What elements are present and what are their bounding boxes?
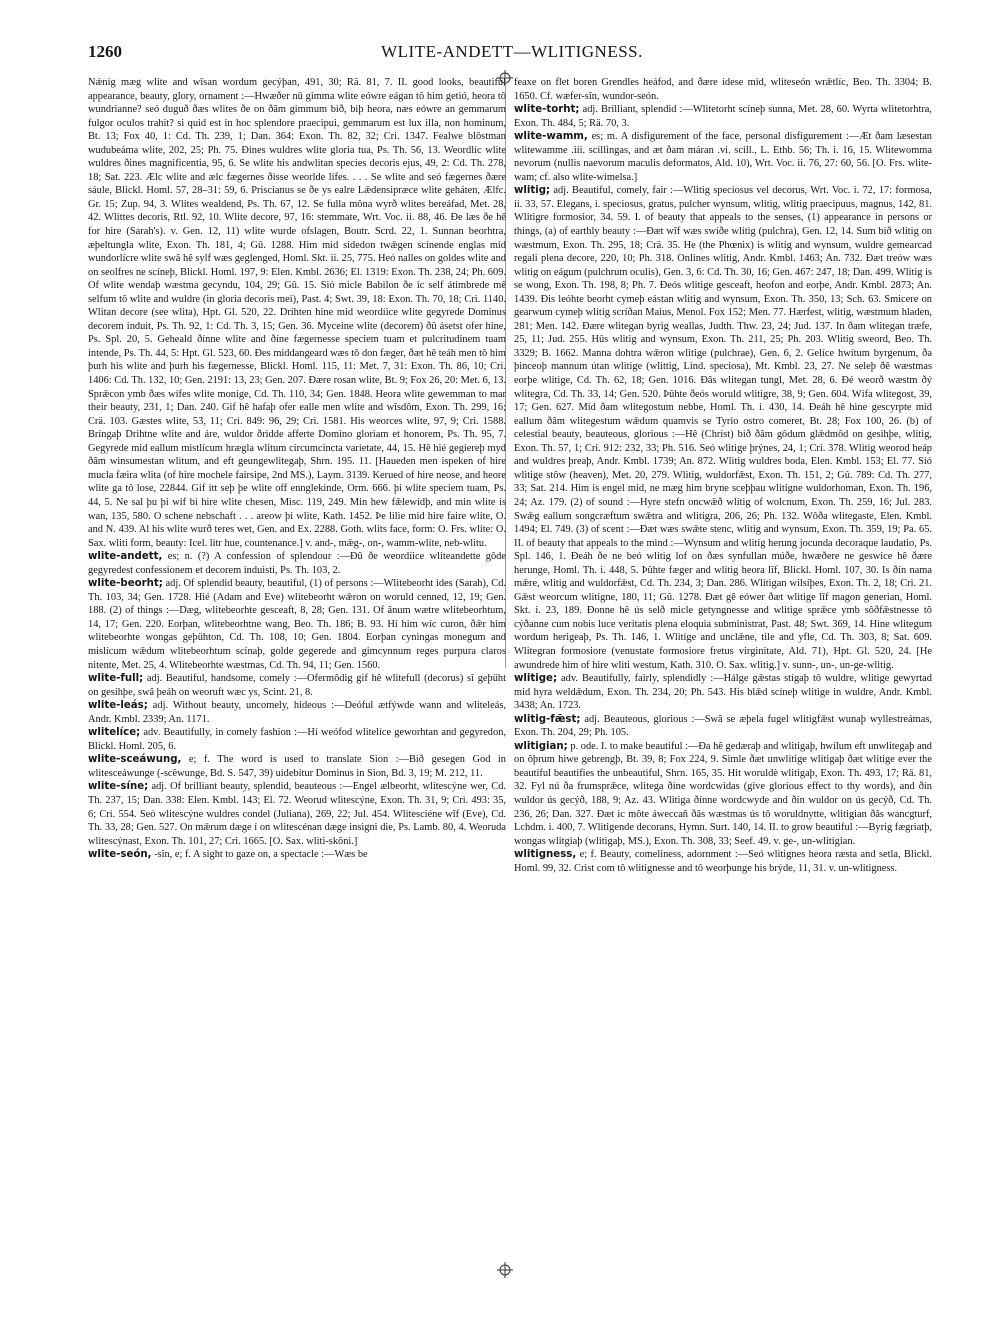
entry-text: adv. Beautifully, fairly, splendidly :—Hálge gǣstas stígaþ tô wuldre, wlitige gewyrtad mid hyra weldǣdum, Exon. Th. 234, 20; Ph. 543. His blǣd scíneþ wlitige in wuldre, Andr. Kmbl. 3438; An. 1723. — [514, 673, 932, 712]
page-number: 1260 — [88, 42, 122, 61]
dictionary-entry — [88, 753, 506, 780]
entry-headword: wlite-síne; — [88, 781, 149, 793]
dictionary-entry — [514, 740, 932, 848]
entry-text: adj. Without beauty, uncomely, hideous :—Deóful ætfýwde wann and wliteleás, Andr. Kmbl. 2339; An. 1171. — [88, 700, 506, 725]
entry-text: adj. Brilliant, splendid :—Wlitetorht scíneþ sunna, Met. 28, 60. Wyrta wlitetorhtra, Exon. Th. 484, 5; Rä. 70, 3. — [514, 104, 932, 129]
entry-text: es; n. (?) A confession of splendour :—Ðû ðe weordíice wliteandette gôde gegyredest confessionem et decorem induisti, Ps. Th. 103, 2. — [88, 551, 506, 576]
dictionary-entry — [88, 672, 506, 699]
entry-text: adj. Beautiful, handsome, comely :—Ofermôdig gif hê wlitefull (decorus) sî geþüht on gesihþe, swâ þeáh on weoruft wæc ys, Scint. 21, 8. — [88, 673, 506, 698]
entry-headword: wlite-torht; — [514, 104, 580, 116]
dictionary-entry — [514, 672, 932, 713]
dictionary-entry — [88, 699, 506, 726]
entry-headword: wlite-wamm, — [514, 131, 588, 143]
dictionary-entry — [514, 76, 932, 103]
entry-headword: wlitige; — [514, 673, 558, 685]
entry-text: adv. Beautifully, in comely fashion :—Hí weófod wlitelíce geworhtan and gegyredon, Blickl. Homl. 205, 6. — [88, 727, 506, 752]
entry-text: e; f. Beauty, comeliness, adornment :—Seó wlitignes heora ræsta and setla, Blickl. Homl. 99, 32. Crist com tô wlitignesse and tô weorþunge his brýde, 11, 31. v. un-wlitigness. — [514, 849, 932, 874]
entry-headword: wlitig; — [514, 185, 551, 197]
entry-headword: wlite-sceáwung, — [88, 754, 182, 766]
dictionary-entry — [88, 76, 506, 550]
page-header — [88, 42, 936, 68]
entry-headword: wlitigness, — [514, 849, 577, 861]
entry-headword: wlitig-fǣst; — [514, 713, 581, 725]
registration-mark-icon — [497, 1262, 513, 1278]
entry-text: Nǽnig mæg wlite and wīsan wordum gecýþan, 491, 30; Rä. 81, 7. II. good looks, beautiful appearance, beauty, glory, ornament :—Hwæðer nū gimma wlite eówre eágan tô him getió, heora tô wundrianne? seó duguð ðæs wlites ðe on ðâm gimmum bið, biþ heora, næs eówre an gemmarum fulgor oculos trahit? si quid est in hoc splendore praecipui, gemmarum est lux illa, non hominum, Bt. 13; Fox 40, 1: Cd. Th. 239, 1; Dan. 364: Exon. Th. 82, 32; Cri. 1347. Fealwe blôstman wudubeáma wlite, 202, 25; Ph. 75. Ðines wuldres wlite gloria tua, Ps. Th. 56, 13. Weordlíc wlite wuldres ðines magnificentia, 95, 6. Se wlite his andwlitan species decoris ejus, 49, 2: Cd. Th. 278, 18; Sat. 223. Ælc wlite and ælc fægernes ðisse weorlde lífes. . . . Se wlite and seó fægernes ðære sáule, Blickl. Homl. 57, 28–31: 59, 6. Priscianus se ðe ys ealre Lǣdensipræce wlite geháten, Ælfc. Gr. 15; Zup. 94, 3. Wlites wealdend, Ps. Th. 67, 12. Se fulla môna wyrð wlites bereáfad, Met. 28, 42. Wlittes decoris, Rtl. 92, 10. Wlite decore, 97, 16: stemmate, Wrt. Voc. ii. 88, 46. Ðe læs ðe hê for hire (Sarah's). v. Gen. 12, 11) wlite wurde ofslagen, Boutr. Scrd. 22, 1. Sunnan beorhtra, æþeltungla wlite, Exon. Th. 181, 4; Gû. 1288. Him mid sídedon twǣgen scínende englas mid wundorlícre wlite swâ hê sylf wæs geglenged, Homl. Skt. ii. 25, 775. Heó nalles on goldes wlite and on seolfres ne scíneþ, Blickl. Homl. 197, 9: Elen. Kmbl. 2636; El. 1319: Exon. Th. 238, 24; Ph. 609. Of wlite wendaþ wæstma gecyndu, 104, 29; Gû. 15. Sió micle Babilon ðe ic self átimbrede mê selfum tô wlite and wuldre (in gloria decoris mei), Past. 4; Swt. 39, 18: Exon. Th. 70, 18; Cri. 1140. Wlitan decore (see wlita), Hpt. Gl. 520, 22. Drihten hine mid weordíice wlite gegyrede Dominus decorem induit, Ps. Th. 92, 1: Cd. Th. 3, 15; Gen. 36. Myceine wlite (decorem) ðû ásetst ofer hine, Ps. Spl. 20, 5. Geheald ðínne wlite and ðíne fægernesse speciem tuam et pulcritudinem tuam intende, Ps. Th. 44, 5: Hpt. Gl. 523, 60. Ðes middangeard wæs tô don fæger, ðæt hê teáh men tô him þurh his wlite and þurh his fægernesse, Blickl. Homl. 115, 11: Met. 7, 31: Exon. Th. 86, 10; Cri. 1406: Cd. Th. 132, 10; Gen. 2191: 13, 23; Gen. 207. Ðære rosan wlite, Bt. 9; Fox 26, 20: Met. 6, 13. Sprǣcon ymb ðæs wífes wlite monige, Cd. Th. 110, 34; Gen. 1848. Heora wlite gewemman to mar their beauty, 231, 1; Dan. 240. Gif hê hafaþ ofer ealle men wlite and wîsdôm, Exon. Th. 299, 16; Crä. 103. Gæstes wlite, 53, 11; Cri. 849: 96, 29; Cri. 1581. His weorces wlite, 97, 9; Cri. 1588. Bringaþ Drihtne wlite and áre, wuldor ðridde afferte Domino gloriam et honorem, Ps. Th. 95, 7. Gegyrede mid eallum mistlícum hrægla wlitum circumcincta varietate, 44, 15. Hê hié gegiereþ myd ðâm winsumestan wlitum, and eft geungewlitegaþ, Shrn. 195. 11. [Haueden men ispeken of hire mucla fæira wlita (of hire mochele fairsipe, 2nd MS.), Laym. 3139. Kerued of hire neose, and heore wlite ga tô lose, 22844. Gif itt seþ þe wlite off ennglekinde, Orm. 666. þi wlite speciem tuam, Ps. 44, 5. Ne sal þu þi wif bi hire wlite chesen, Misc. 119, 249. Min hew fǣlewidþ, and min wlite is wan, 135, 580. O schene nebschaft . . . areow þi wlite, Kath. 1452. Þe lilie mid hire faire wlite, O. and N. 439. Al his wlite wurð teres wet, Gen. and Ex. 2288. Goth. wlits face, form: O. Frs. wlite: O. Sax. wliti form, beauty: Icel. litr hue, countenance.] v. and-, mǣg-, on-, wamm-wlite, neb-wlitu. — [88, 77, 506, 549]
running-head: WLITE-ANDETT—WLITIGNESS. — [381, 42, 643, 61]
entry-text: p. ode. I. to make beautiful :—Ða hê gedæraþ and wlitigaþ, hwílum eft unwlitegaþ and on ôþrum hiwe gebrengþ, Bt. 39, 8; Fox 224, 9. Simle ðæt unwlitige wlitigaþ ðæt wlitige ever the beautiful beautifies the unbeautiful, Shrn. 165, 35. Hit woruldè wlitigaþ, Exon. Th. 493, 17; Rä. 81, 32. Fyl nú ða frumsprǣce, wlitega ðíne wordcwidas (give glorious effect to thy words), and ðín wuldor ús gecýð, 188, 9; Az. 43. Wlitiga ðínne wordcwyde and ðín wuldor on ús gecýð, Cd. Th. 236, 26; Dan. 327. Ðæt ic môte áweccañ ðâs wæstmas ús tô woruldnytte, wlitigian ðâs wancgturf, Lchdm. i. 400, 7. Wlitigende decorans, Hymn. Surt. 140, 14. II. to grow beautiful :—Byrig fægriatþ, wongas wlitgiaþ (wlitigaþ, MS.), Exon. Th. 308, 33; Seef. 49. v. ge-, un-wlitigian. — [514, 740, 932, 847]
entry-headword: wlite-seón, — [88, 849, 152, 861]
dictionary-entry — [514, 130, 932, 184]
entry-text: feaxe on flet boren Grendles heáfod, and ðære idese mid, wliteseón wrǣtlíc, Beo. Th. 3304; B. 1650. Cf. wæfer-sîn, wundor-seón. — [514, 77, 932, 102]
dictionary-entry — [88, 577, 506, 672]
dictionary-entry — [514, 103, 932, 130]
entry-headword: wlitigian; — [514, 740, 568, 752]
entry-headword: wlite-leás; — [88, 700, 148, 712]
entry-text: e; f. The word is used to translate Sion :—Bið gesegen God in wlitesceáwunge (-scêwunge, Bd. S. 547, 39) uidebitur Dominus in Sion, Bd. 3, 19; M. 212, 11. — [88, 754, 506, 779]
dictionary-entry — [514, 713, 932, 740]
entry-text: adj. Beautiful, comely, fair :—Wlitig speciosus vel decorus, Wrt. Voc. i. 72, 17: formosa, ii. 33, 57. Elegans, i. speciosus, gratus, pulcher wynsum, wlitig, wlitig praecipuus, magnus, 142, 81. Wlitigre formosior, 34. 59. I. of beauty that appeals to the senses, (1) appearance in persons or things, (a) of earthly beauty :—Ðæt wîf wæs swíðe wlitig (pulchra), Gen. 12, 14. Sum bið wlitig on wæstmum, Exon. Th. 295, 18; Crä. 35. He (the Phœnix) is wlitig and wynsum, wuldre gemearcad regali plena decore, 220, 10; Ph. 318. Onlìnes wlitig, Andr. Kmbl. 1463; An. 732. Ðæt treów wæs wlitig on eágum (pulchrum oculis), Gen. 3, 6: Cd. Th. 30, 16; Gen. 467: 247, 18; Dan. 499. Wlitig is se wong, Exon. Th. 198, 8; Ph. 7. Ðeós wlitige gesceaft, heofon and eorþe, Andr. Kmbl. 2873; An. 1439. Ðis leóhte beorht cymeþ eástan wlitig and wynsum, Exon. Th. 350, 13; Sch. 63. Smicere on gearwum cymeþ wlitig scríðan Maius, Menol. Fox 152; Men. 77. Hærfest, wlitig, wæstmum hladen, 281; Men. 142. Ðære wlitegan byrig weallas, Judth. Thw. 23, 24; Jud. 137. In ðam wlitegan træfe, 25, 11; Jud. 255. Hûs wlitig and wynsum, Exon. Th. 211, 25; Ph. 203. Wlitig sweord, Beo. Th. 3329; B. 1662. Manna dohtra wǣron wlitige (pulchrae), Gen. 6, 2. Gelíce hwítum byrgenum, ða þinceoþ mannum útan wlitige (wlittig, Lind. speciosa), Mt. Kmbl. 23, 27. Ne seleþ ðê wæstmas eorþe wlitige, Cd. Th. 62, 18; Gen. 1016. Ðâs wlitegan tungl, Met. 28, 6. Ðé weorð wæstm ðý wlitegra, Cd. Th. 33, 14; Gen. 520. Þûhte ðeós woruld wlitigre, 38, 9; Gen. 604. Wífa wlitegost, 39, 17; Gen. 627. Mid ðam wlitegostum nebbe, Homl. Th. i. 430, 14. Ðeáh hê hine gescyrpte mid eallum ðâm wlitegestum wǣdum quamvis se Tyrio ostro comeret, Bt. 28; Fox 100, 26. (b) of celestial beauty, beauteous, glorious :—Hê (Christ) bið ðâm gôdum glǣdmôd on gesihþe, wlitig, Exon. Th. 57, 1; Cri. 912: 232, 33; Ph. 516. Seó wlitige þrýnes, 24, 1; Cri. 378. Wlitig weorod heáp and wuldres þreaþ, Andr. Kmbl. 1739; An. 872. Wlitig wuldres boda, Elen. Kmbl. 153; El. 77. Sió wlitige stôw (heaven), Met. 20, 279. Wlitig, wuldorfǣst, Exon. Th. 151, 2; Gû. 789: Cd. Th. 277, 33; Sat. 214. Him is engel mid, ne mæg him bryne sceþþau wlitigne wuldorhoman, Exon. Th. 196, 24; Az. 179. (2) of sound :—Hyre stefn oncwǣð wlitig of wolcnum, Exon. Th. 259, 16; Jul. 283. Swǣg eallum songcræftum swǣtra and wlitigra, 206, 26; Ph. 132. Wôða wlitegaste, Elen. Kmbl. 1494; El. 749. (3) of scent :—Ðæt wæs swǣte stenc, wlitig and wynsum, Exon. Th. 359, 19; Pa. 65. II. of beauty that appeals to the mind :—Wynsum and wlitig herung jocunda decoraque laudatio, Ps. Spl. 146, 1. Ðeáh ðe ne beó wlitig lof on ðæs synfullan múðe, hwæðere ne geswice hê ðære herunge, Homl. Th. i. 448, 5. Þûhte fæger and wlitig heora lîf, Blickl. Homl. 107, 30. Is ðín nama mǣre, wlitig and wuldorfǣst, Cd. Th. 234, 3; Dan. 286. Wlitigan wilsíþes, Exon. Th. 2, 18; Cri. 21. Gǣst weorcum wlitigne, 180, 11; Gû. 1278. Ðæt gê eówer ðæt wlitige lîf magon generian, Homl. Skt. i. 23, 189. Ðonne hê ús selð micle getyngnesse and wlitige sprǣce ymb sôðfǣstnesse tô cýðanne cum nobis luce veritatis plena eloquia subministrat, Past. 48; Swt. 369, 14. Hine wlitegum wordum herigeaþ, Ps. Th. 146, 1. Wlitige and unclǣne, tile and yfle, Cd. Th. 303, 8; Sat. 609. Wlitegran formosiore (venustate formosiore fretus virginitate, Ald. 71), Hpt. Gl. 520, 24. [He awundrede him of hire wliti westum, Kath. 310. O. Sax. wlitig.] v. sunn-, un-, un-ge-wlitig. — [514, 185, 932, 671]
entry-text: adj. Beauteous, glorious :—Swâ se æþela fugel wlitigfǣst wunaþ wyllestreámas, Exon. Th. 204, 29; Ph. 105. — [514, 713, 932, 739]
dictionary-entry — [88, 550, 506, 577]
entry-text: es; m. A disfigurement of the face, personal disfigurement :—Æt ðam læsestan wlitewamme .iii. scillingas, and æt ðam máran .vi. scill., L. Ethb. 56; Th. i. 16, 15. Wlitewomma nevorum (nullis naevorum maculis deformatos, Ald. 10), Wrt. Voc. ii. 76, 27: 60, 56. [O. Frs. wlite-wam; cf. also wlite-wimelsa.] — [514, 131, 932, 183]
entry-headword: wlitelíce; — [88, 727, 141, 739]
dictionary-entry — [88, 780, 506, 848]
entry-text: -sîn, e; f. A sight to gaze on, a spectacle :—Wæs be — [151, 849, 368, 861]
entry-headword: wlite-full; — [88, 673, 144, 685]
left-column — [88, 76, 506, 862]
dictionary-entry — [88, 848, 506, 862]
dictionary-entry — [514, 184, 932, 672]
dictionary-entry — [514, 848, 932, 875]
entry-headword: wlite-andett, — [88, 551, 163, 563]
dictionary-entry — [88, 726, 506, 753]
right-column — [514, 76, 932, 875]
entry-text: adj. Of brilliant beauty, splendid, beauteous :—Engel ælbeorht, wlitescýne wer, Cd. Th. 237, 15; Dan. 338: Elen. Kmbl. 143; El. 72. Weorud wlitescýne, Exon. Th. 31, 9; Cri. 493: 35, 6; Cri. 554. Seó wlitescýne wuldres condel (Juliana), 269, 22; Jul. 454. Wlitesciéne wîf (Eve), Cd. Th. 33, 28; Gen. 527. On mǣrum dæge í on wlitescénan dæge insigni die, Ps. Lamb. 80, 4. Weoruda wlitescýnast, Exon. Th. 101, 27; Cri. 1665. [O. Sax. wliti-skôni.] — [88, 781, 506, 847]
entry-headword: wlite-beorht; — [88, 578, 163, 590]
entry-text: adj. Of splendid beauty, beautiful, (1) of persons :—Wlitebeorht ides (Sarah), Cd. Th. 103, 34; Gen. 1728. Hié (Adam and Eve) wlitebeorht wǣron on woruld cenned, 12, 19; Gen. 188. (2) of things :—Dæg, wlitebeorhte gesceaft, 8, 28; Gen. 131. Of ânum wætre wlitebeorhtum, 14, 17; Gen. 220. Eorþan, wlitebeorhtne wang, Beo. Th. 186; B. 93. Hí him wíc curon, ðǣr him wlitebeorhte wongas geþühton, Cd. Th. 108, 10; Gen. 1804. Eorþan cyningas monegum and mislícum wǣdum wlitebeorhtum scínaþ, golde gegerede and gimcynnum reges purpura claros nitente, Met. 25, 4. Wlitebeorhte wæstmas, Cd. Th. 94, 11; Gen. 1560. — [88, 578, 506, 671]
